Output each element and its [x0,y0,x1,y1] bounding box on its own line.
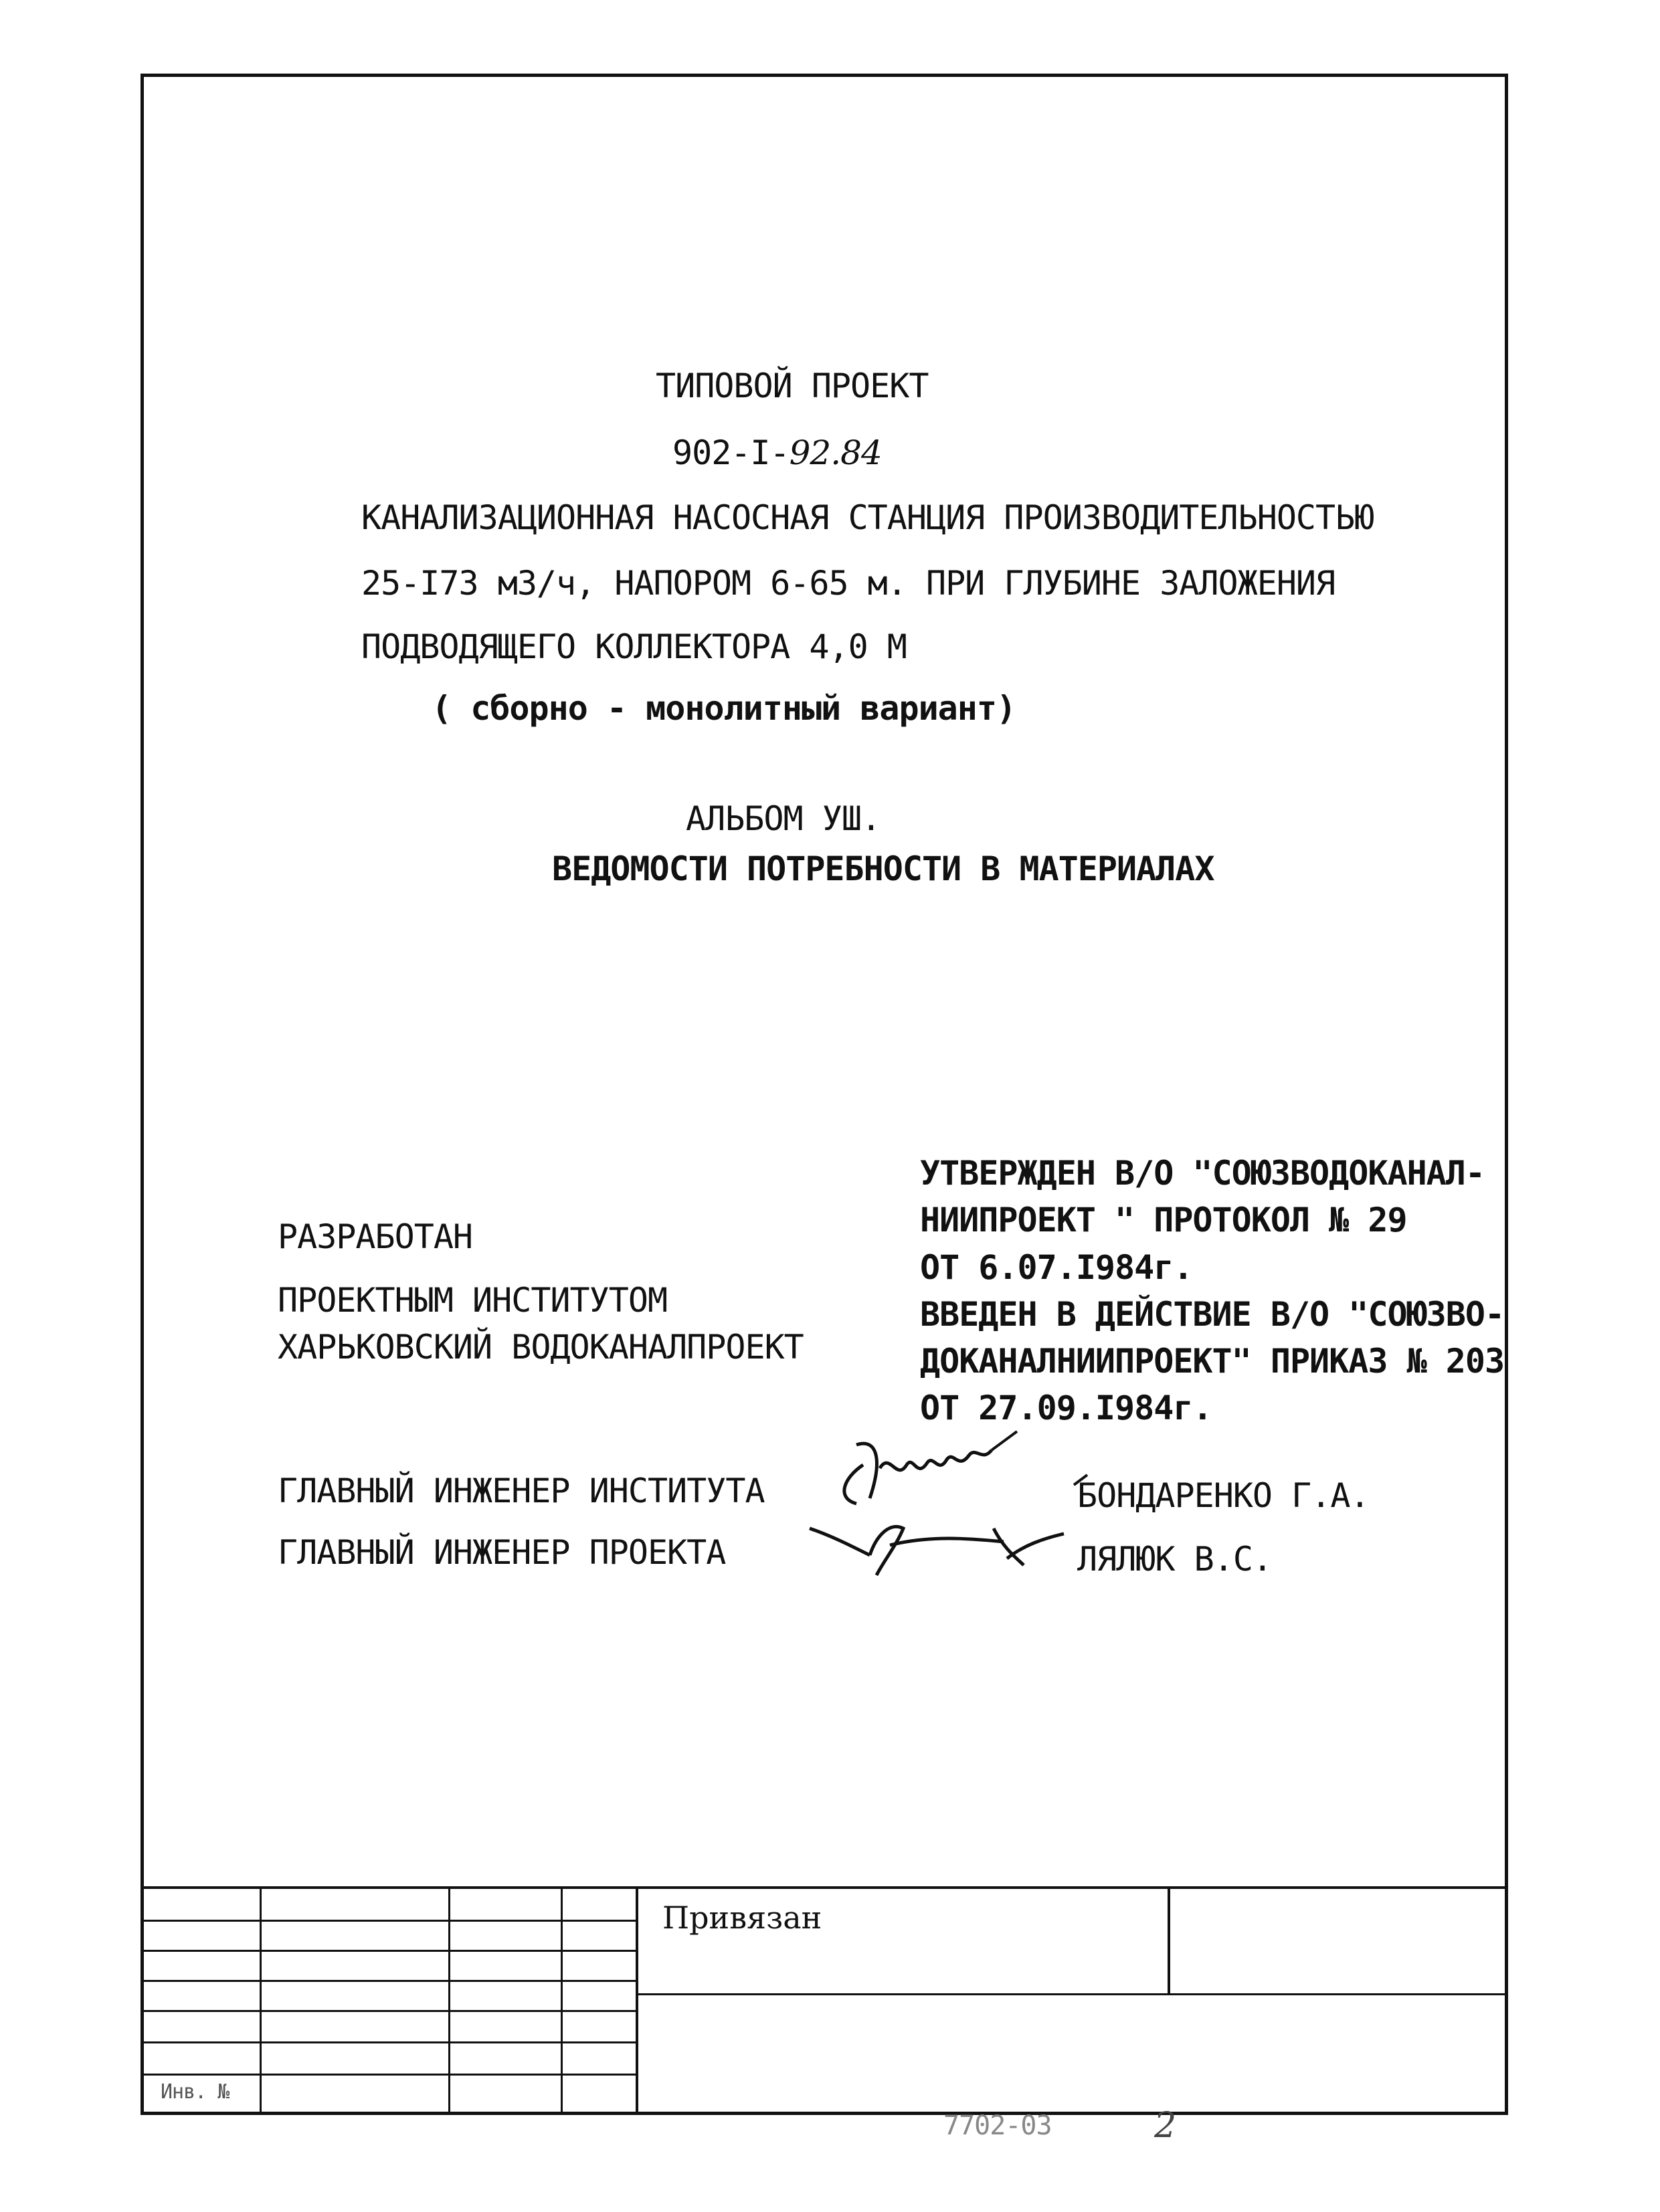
footer-page-number: 2 [1154,2106,1176,2146]
footer-code: 7702-03 [943,2110,1052,2141]
project-number [672,433,882,472]
chief-engineer-institute-name: БОНДАРЕНКО Г.А. [1077,1476,1370,1515]
project-number-prefix: 902-I- [672,433,790,472]
signature-bondarenko [816,1418,1097,1518]
title-block-stamp [141,1886,1508,2115]
chief-engineer-project-name: ЛЯЛЮК В.С. [1077,1540,1273,1579]
developer-label: РАЗРАБОТАН [278,1217,473,1256]
album-number: АЛЬБОМ УШ. [686,799,881,838]
developer-line2: ПРОЕКТНЫМ ИНСТИТУТОМ [278,1281,668,1320]
approval-line4: ВВЕДЕН В ДЕЙСТВИЕ В/О "СОЮЗВО- [920,1295,1505,1334]
project-title-line2: 25-I73 м3/ч, НАПОРОМ 6-65 м. ПРИ ГЛУБИНЕ ЗАЛОЖЕНИЯ [361,564,1335,603]
attached-label: Привязан [662,1900,822,1936]
approval-line2: НИИПРОЕКТ " ПРОТОКОЛ № 29 [920,1201,1407,1239]
approval-line5: ДОКАНАЛНИИПРОЕКТ" ПРИКАЗ № 203 [920,1342,1505,1381]
project-title-line3: ПОДВОДЯЩЕГО КОЛЛЕКТОРА 4,0 М [361,627,907,666]
chief-engineer-project-role: ГЛАВНЫЙ ИНЖЕНЕР ПРОЕКТА [278,1533,726,1572]
project-number-handwritten: 92.84 [789,433,882,472]
project-variant: ( сборно - монолитный вариант) [432,689,1016,728]
project-title-line1: КАНАЛИЗАЦИОННАЯ НАСОСНАЯ СТАНЦИЯ ПРОИЗВОДИТЕЛЬНОСТЬЮ [361,498,1374,537]
approval-line1: УТВЕРЖДЕН В/О "СОЮЗВОДОКАНАЛ- [920,1154,1485,1193]
approval-line6: ОТ 27.09.I984г. [920,1389,1212,1427]
album-title: ВЕДОМОСТИ ПОТРЕБНОСТИ В МАТЕРИАЛАХ [552,849,1214,888]
approval-line3: ОТ 6.07.I984г. [920,1248,1193,1287]
inventory-number-label: Инв. № [161,2080,229,2104]
project-type: ТИПОВОЙ ПРОЕКТ [656,367,929,405]
chief-engineer-institute-role: ГЛАВНЫЙ ИНЖЕНЕР ИНСТИТУТА [278,1472,765,1510]
signature-lyalyuk [803,1508,1084,1589]
developer-line3: ХАРЬКОВСКИЙ ВОДОКАНАЛПРОЕКТ [278,1328,804,1367]
